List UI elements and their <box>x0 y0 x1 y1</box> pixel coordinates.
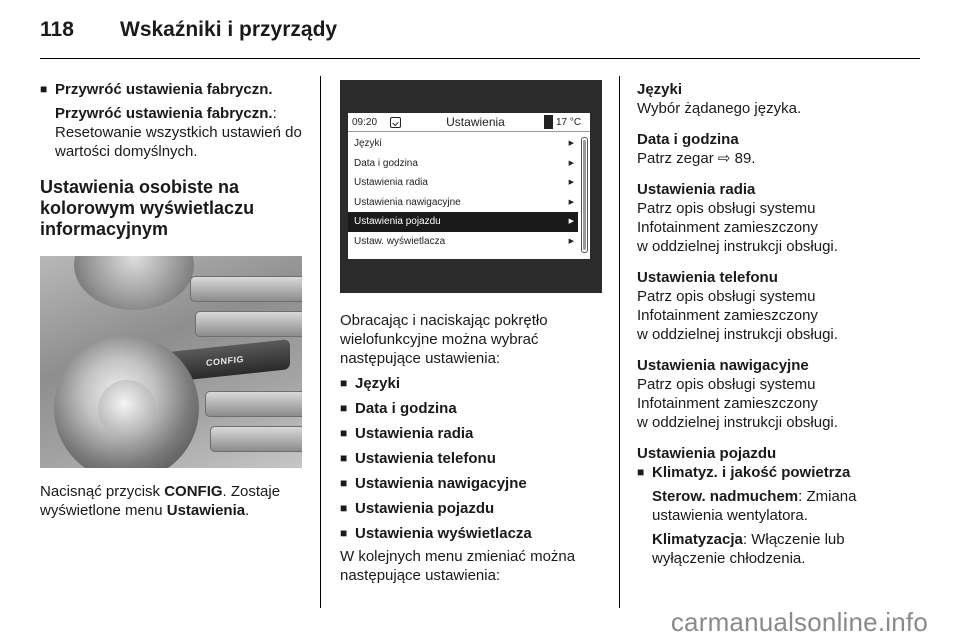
screen-status-bar <box>348 113 590 132</box>
arrow-right-icon: ▶ <box>568 218 574 226</box>
body-line: Patrz opis obsługi systemu <box>637 376 816 393</box>
list-item-label: Klimatyz. i jakość powietrza <box>652 464 851 481</box>
blower-desc: : Zmiana ustawienia wentylatora. <box>652 488 857 524</box>
column-3 <box>637 80 917 568</box>
list-item <box>340 474 606 493</box>
list-item-label: Języki <box>355 375 401 392</box>
watermark: carmanualsonline.info <box>670 607 928 637</box>
screen-menu-item <box>348 154 578 174</box>
scrollbar-thumb <box>583 140 586 250</box>
text: . Zostaje wyświetlone menu <box>40 483 281 519</box>
body-line: Infotainment zamieszczony <box>637 395 818 412</box>
body-line: w oddzielnej instrukcji obsługi. <box>637 238 838 255</box>
body-line: Infotainment zamieszczony <box>637 219 818 236</box>
body-line: w oddzielnej instrukcji obsługi. <box>637 414 838 431</box>
section-body-languages: Wybór żądanego języka. <box>637 100 802 117</box>
list-item-label: Ustawienia nawigacyjne <box>355 475 527 492</box>
page-title: Wskaźniki i przyrządy <box>120 18 338 41</box>
screen-menu-item <box>348 134 578 154</box>
section-title-date: Data i godzina <box>637 131 739 148</box>
screen-menu <box>348 134 578 251</box>
column-divider-1 <box>320 76 321 608</box>
menu-label: Ustawienia pojazdu <box>354 216 441 228</box>
page-header <box>40 18 337 48</box>
outro-paragraph: W kolejnych menu zmieniać można następujące ustawienia: <box>340 548 576 584</box>
screen-menu-item <box>348 193 578 213</box>
section-body-navigation <box>637 375 917 432</box>
list-item <box>340 499 606 518</box>
list-item-label: Ustawienia radia <box>355 425 474 442</box>
menu-label: Ustawienia nawigacyjne <box>354 196 461 208</box>
section-title-vehicle: Ustawienia pojazdu <box>637 445 777 462</box>
upper-knob <box>74 256 194 310</box>
section-heading: Ustawienia osobiste na kolorowym wyświetlaczu informacyjnym <box>40 177 255 239</box>
bullet-item <box>40 80 306 99</box>
panel-button <box>210 426 302 452</box>
text: Nacisnąć przycisk <box>40 483 165 500</box>
list-item <box>637 463 917 482</box>
bullet-square-icon: ■ <box>340 376 348 390</box>
column-divider-2 <box>619 76 620 608</box>
screen-title: Ustawienia <box>446 114 505 129</box>
panel-button <box>195 311 302 337</box>
page-number: 118 <box>40 18 74 41</box>
bullet-square-icon: ■ <box>340 526 348 540</box>
ac-term: Klimatyzacja <box>652 531 743 548</box>
screen-menu-item <box>348 173 578 193</box>
arrow-right-icon: ▶ <box>568 198 574 206</box>
screen-menu-item-selected <box>348 212 578 232</box>
section-title-languages: Języki <box>637 81 683 98</box>
screen-time: 09:20 <box>352 116 378 128</box>
section-body-phone <box>637 287 917 344</box>
arrow-right-icon: ▶ <box>568 179 574 187</box>
menu-label: Ustawienia radia <box>354 177 428 189</box>
list-item <box>340 524 606 543</box>
page-ref[interactable]: 89. <box>734 150 756 167</box>
section-body-radio <box>637 199 917 256</box>
blower-term: Sterow. nadmuchem <box>652 488 799 505</box>
section-title-navigation: Ustawienia nawigacyjne <box>637 357 809 374</box>
bullet-square-icon: ■ <box>40 82 48 96</box>
dashboard-photo <box>40 256 302 468</box>
body-line: Infotainment zamieszczony <box>637 307 818 324</box>
ac-paragraph <box>637 530 917 568</box>
config-term: CONFIG <box>164 483 223 500</box>
bullet-square-icon: ■ <box>340 501 348 515</box>
section-title-radio: Ustawienia radia <box>637 181 756 198</box>
multifunction-knob <box>54 336 199 468</box>
list-item-label: Ustawienia pojazdu <box>355 500 495 517</box>
thermometer-icon <box>544 115 553 129</box>
section-body-date <box>637 149 917 168</box>
settings-list <box>340 374 606 543</box>
body-line: Patrz opis obsługi systemu <box>637 200 816 217</box>
panel-button <box>205 391 302 417</box>
date-text: Patrz zegar <box>637 150 714 167</box>
instruction-text <box>40 482 306 520</box>
list-item-label: Data i godzina <box>355 400 457 417</box>
bullet-square-icon: ■ <box>340 426 348 440</box>
config-button: CONFIG <box>160 339 290 383</box>
panel-button <box>190 276 302 302</box>
list-item-label: Ustawienia telefonu <box>355 450 496 467</box>
reset-term: Przywróć ustawienia fabryczn. <box>55 105 273 122</box>
list-item-label: Ustawienia wyświetlacza <box>355 525 532 542</box>
reset-desc: : Resetowanie wszystkich ustawień do wartości domyślnych. <box>55 105 302 160</box>
settings-term: Ustawienia <box>166 502 246 519</box>
column-2 <box>340 80 606 585</box>
body-line: Patrz opis obsługi systemu <box>637 288 816 305</box>
arrow-right-icon: ▶ <box>568 159 574 167</box>
bullet-square-icon: ■ <box>340 476 348 490</box>
reset-paragraph <box>40 104 306 161</box>
bullet-square-icon: ■ <box>340 401 348 415</box>
text: . <box>245 502 250 519</box>
section-title-phone: Ustawienia telefonu <box>637 269 778 286</box>
header-divider <box>40 58 920 59</box>
display-screenshot <box>340 80 602 293</box>
blower-paragraph <box>637 487 917 525</box>
list-item <box>340 399 606 418</box>
screen-scrollbar <box>581 137 588 253</box>
body-line: w oddzielnej instrukcji obsługi. <box>637 326 838 343</box>
list-item <box>340 424 606 443</box>
arrow-right-icon: ▶ <box>568 140 574 148</box>
menu-label: Języki <box>354 138 382 150</box>
bullet-square-icon: ■ <box>637 465 645 479</box>
bullet-heading: Przywróć ustawienia fabryczn. <box>55 81 273 98</box>
page-ref-icon: ⇨ <box>717 150 731 167</box>
screen-menu-item <box>348 232 578 252</box>
column-1 <box>40 80 306 520</box>
settings-screen <box>348 113 590 259</box>
ac-desc: : Włączenie lub wyłączenie chłodzenia. <box>652 531 845 567</box>
intro-paragraph: Obracając i naciskając pokrętło wielofunkcyjne można wybrać następujące ustawienia: <box>340 312 548 367</box>
knob-center <box>98 380 156 438</box>
list-item <box>340 449 606 468</box>
menu-label: Ustaw. wyświetlacza <box>354 235 446 247</box>
menu-label: Data i godzina <box>354 157 418 169</box>
arrow-right-icon: ▶ <box>568 237 574 245</box>
list-item <box>340 374 606 393</box>
clock-icon <box>390 117 401 128</box>
bullet-square-icon: ■ <box>340 451 348 465</box>
screen-temperature: 17 °C <box>556 116 582 128</box>
